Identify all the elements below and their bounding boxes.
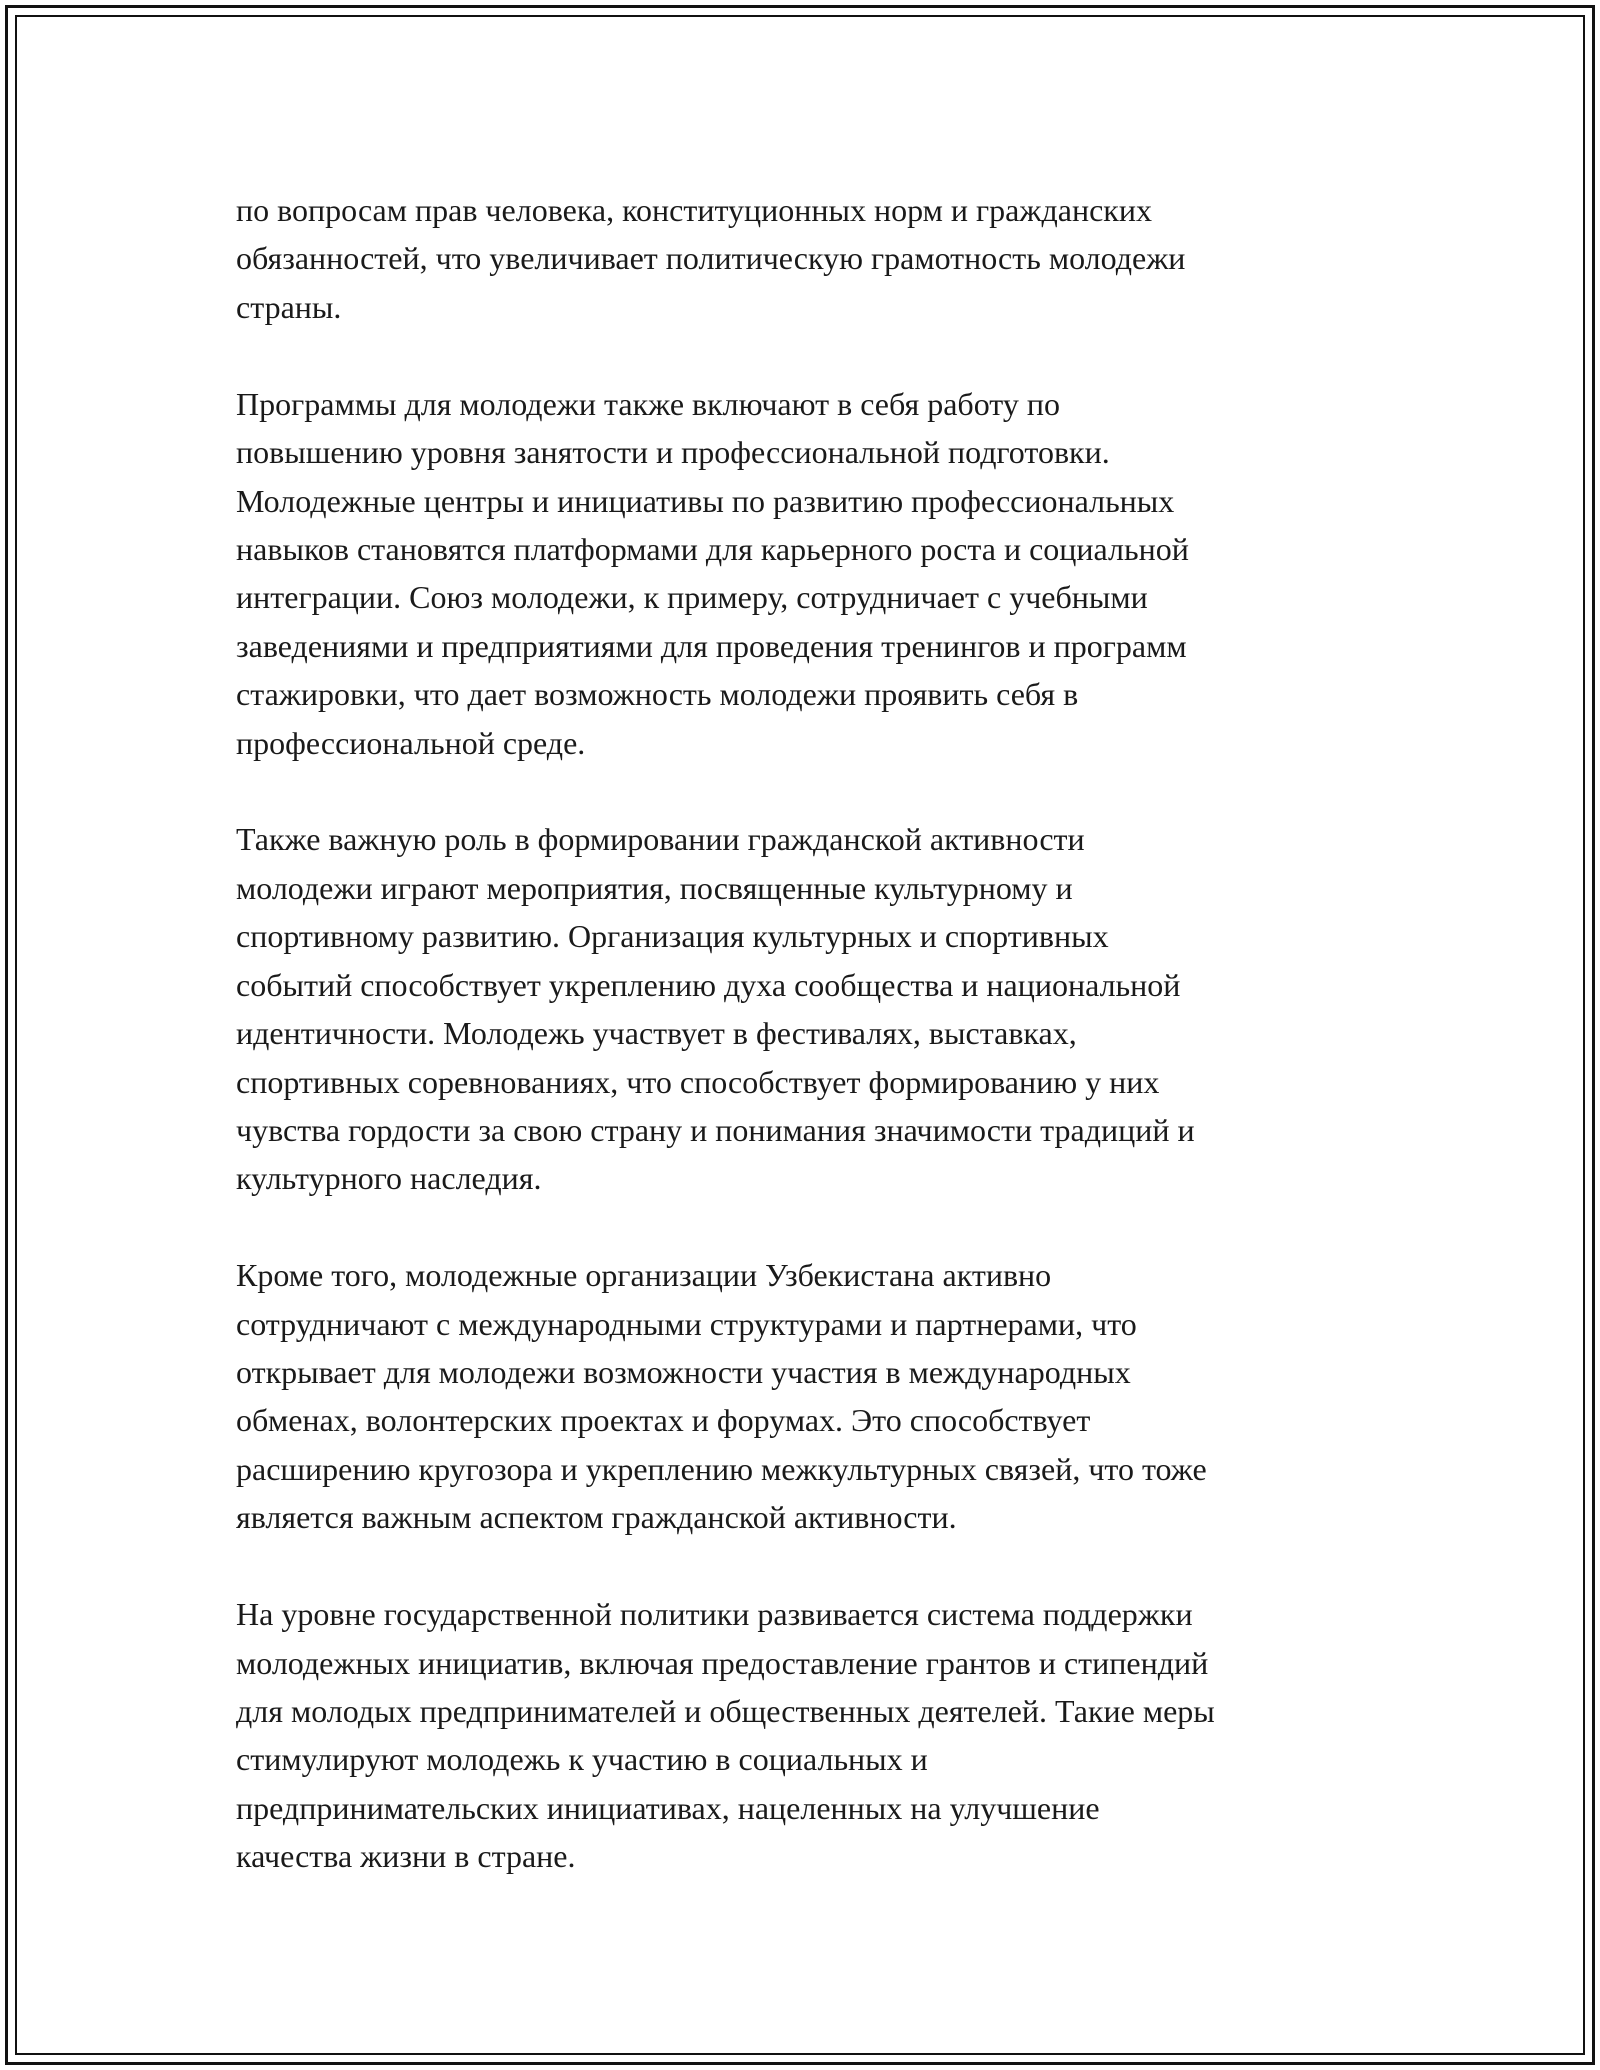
text-line: спортивных соревнованиях, что способствует формированию у них (236, 1063, 1160, 1100)
text-line: стимулируют молодежь к участию в социальных и (236, 1741, 928, 1778)
text-line: спортивному развитию. Организация культурных и спортивных (236, 918, 1109, 955)
text-line: Кроме того, молодежные организации Узбекистана активно (236, 1257, 1052, 1294)
text-line: культурного наследия. (236, 1160, 542, 1197)
text-line: сотрудничают с международными структурами и партнерами, что (236, 1305, 1137, 1342)
paragraph-5 (236, 1590, 1386, 1880)
text-line: расширению кругозора и укреплению межкультурных связей, что тоже (236, 1450, 1207, 1487)
paragraph-2 (236, 380, 1386, 767)
text-line: интеграции. Союз молодежи, к примеру, сотрудничает с учебными (236, 579, 1148, 616)
text-line: Также важную роль в формировании гражданской активности (236, 821, 1085, 858)
text-line: является важным аспектом гражданской активности. (236, 1499, 957, 1536)
text-line: качества жизни в стране. (236, 1838, 576, 1875)
text-line: навыков становятся платформами для карьерного роста и социальной (236, 530, 1189, 567)
text-line: повышению уровня занятости и профессиональной подготовки. (236, 434, 1110, 471)
text-line: стажировки, что дает возможность молодежи проявить себя в (236, 676, 1079, 713)
paragraph-3 (236, 815, 1386, 1202)
text-line: обменах, волонтерских проектах и форумах. Это способствует (236, 1402, 1091, 1439)
text-line: молодежи играют мероприятия, посвященные культурному и (236, 869, 1073, 906)
paragraph-4 (236, 1251, 1386, 1541)
text-line: Программы для молодежи также включают в себя работу по (236, 385, 1060, 422)
text-line: предпринимательских инициативах, нацеленных на улучшение (236, 1789, 1100, 1826)
document-body (236, 186, 1386, 1881)
text-line: идентичности. Молодежь участвует в фестивалях, выставках, (236, 1015, 1077, 1052)
text-line: по вопросам прав человека, конституционных норм и гражданских (236, 192, 1152, 228)
text-line: страны. (236, 288, 342, 325)
text-line: обязанностей, что увеличивает политическую грамотность молодежи (236, 240, 1186, 277)
text-line: событий способствует укреплению духа сообщества и национальной (236, 966, 1181, 1003)
text-line: На уровне государственной политики развивается система поддержки (236, 1596, 1193, 1633)
text-line: для молодых предпринимателей и общественных деятелей. Такие меры (236, 1692, 1215, 1729)
text-line: заведениями и предприятиями для проведения тренингов и программ (236, 627, 1187, 664)
text-line: чувства гордости за свою страну и понимания значимости традиций и (236, 1111, 1195, 1148)
text-line: профессиональной среде. (236, 724, 586, 761)
text-line: молодежных инициатив, включая предоставление грантов и стипендий (236, 1644, 1209, 1681)
text-line: открывает для молодежи возможности участия в международных (236, 1354, 1131, 1391)
paragraph-1 (236, 186, 1386, 331)
text-line: Молодежные центры и инициативы по развитию профессиональных (236, 482, 1175, 519)
